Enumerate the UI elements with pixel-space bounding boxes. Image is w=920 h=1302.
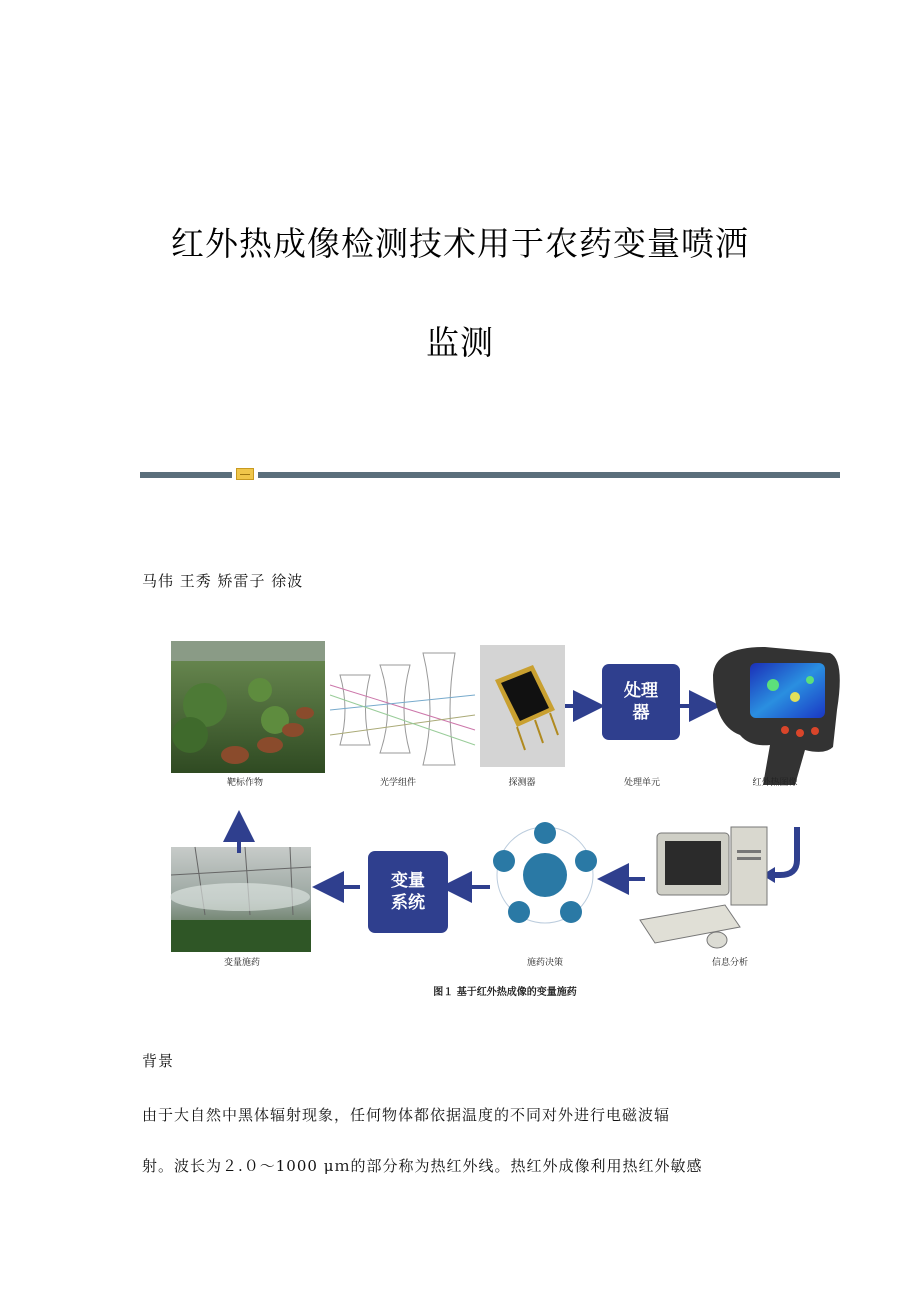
section-heading-background: 背景 <box>142 1052 175 1070</box>
divider-badge-icon <box>236 468 254 480</box>
title-divider-right <box>258 472 840 478</box>
figure-diagram <box>165 635 845 980</box>
paragraph-line-2: 射。波长为２.０～1000 μｍ的部分称为热红外线。热红外成像利用热红外敏感 <box>142 1157 703 1175</box>
document-title-line-1: 红外热成像检测技术用于农药变量喷洒 <box>171 224 749 263</box>
title-divider-left <box>140 472 232 478</box>
thermal-camera <box>713 647 840 785</box>
author-list: 马伟 王秀 矫雷子 徐波 <box>142 572 304 590</box>
figure-1 <box>165 635 845 1005</box>
figure-caption: 图１ 基于红外热成像的变量施药 <box>433 987 577 998</box>
label-optics: 光学组件 <box>379 778 416 788</box>
variable-system-box-label: 变量系统 <box>391 871 425 913</box>
label-target-crop: 靶标作物 <box>226 778 263 788</box>
detector-chip <box>480 645 565 767</box>
processor-box-label: 处理器 <box>624 681 658 723</box>
label-detector: 探测器 <box>508 778 536 788</box>
document-title-line-2: 监测 <box>426 323 494 362</box>
greenhouse-spray-photo <box>170 847 311 952</box>
paragraph-line-1: 由于大自然中黑体辐射现象，任何物体都依据温度的不同对外进行电磁波辐 <box>142 1106 671 1124</box>
label-variable-spraying: 变量施药 <box>223 958 260 968</box>
computer-icon <box>640 827 767 948</box>
optical-lens-assembly <box>330 653 475 765</box>
label-processing-unit: 处理单元 <box>623 778 660 788</box>
label-spray-decision: 施药决策 <box>526 958 563 968</box>
crop-photo <box>171 641 325 773</box>
label-info-analysis: 信息分析 <box>711 958 748 968</box>
decision-diagram <box>493 822 597 923</box>
label-thermal-image: 红外热图像 <box>752 778 798 788</box>
